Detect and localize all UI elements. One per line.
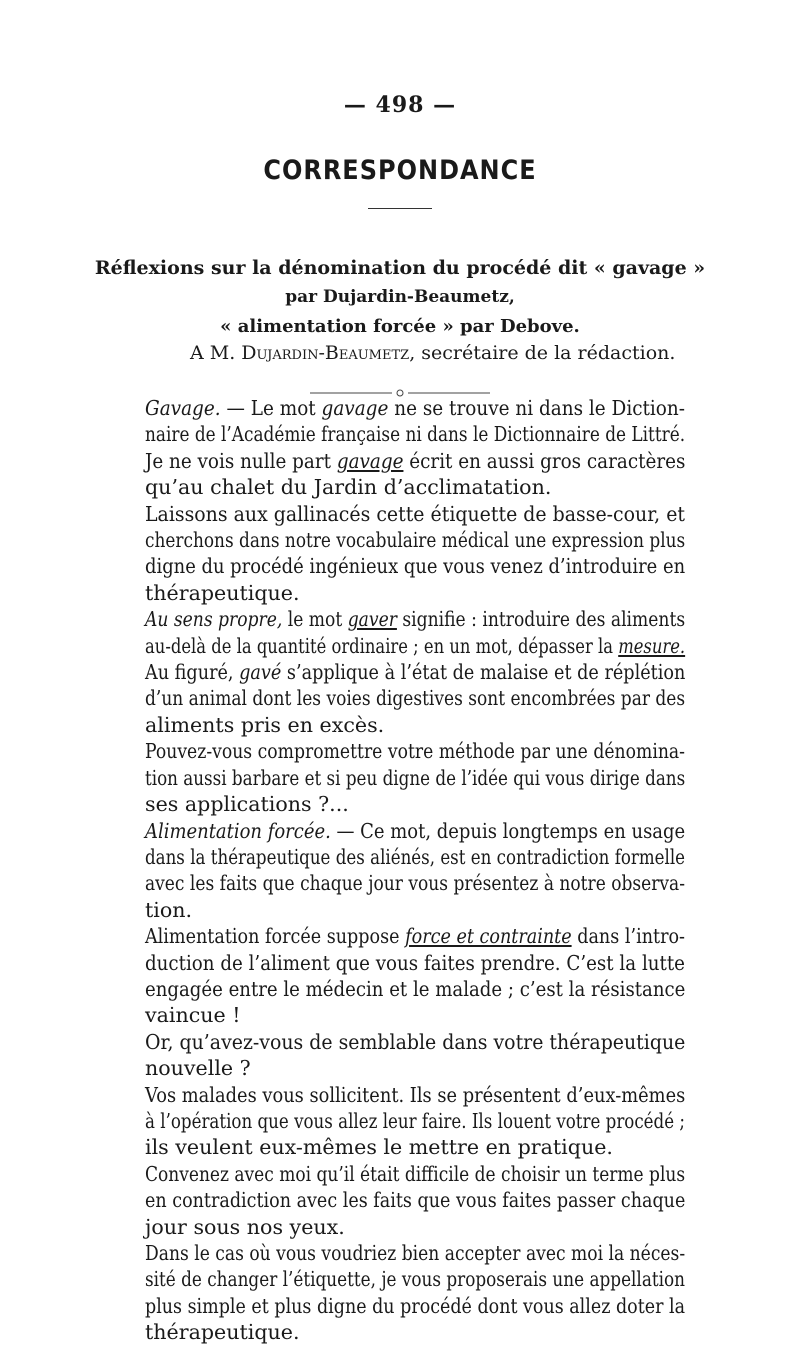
text-line: [145, 1240, 685, 1266]
text-run: — Le mot: [220, 396, 322, 420]
text-run: qu’au chalet du Jardin d’acclimatation.: [145, 475, 552, 500]
text-line: [145, 950, 685, 976]
text-run: — Ce mot, depuis longtemps en usage: [330, 818, 686, 843]
text-run: cherchons dans notre vocabulaire médical une expression plus: [145, 528, 686, 553]
text-line: [145, 818, 685, 844]
text-line: [145, 448, 685, 474]
paragraph: [145, 738, 685, 817]
text-line: [145, 421, 685, 447]
title-line-1: Réflexions sur la dénomination du procédé dit « gavage »: [94, 257, 706, 279]
text-line: [145, 606, 685, 632]
text-run: Au sens propre,: [145, 607, 283, 632]
text-run: naire de l’Académie française ni dans le Dictionnaire de Littré.: [145, 422, 686, 447]
text-run: gavage: [321, 396, 389, 420]
article-title: [0, 254, 800, 341]
text-run: Vos malades vous sollicitent. Ils se présentent d’eux-mêmes: [145, 1082, 686, 1107]
text-line: [145, 791, 685, 817]
text-run: avec les faits que chaque jour vous présentez à notre observa-: [145, 871, 685, 896]
text-run: force et contrainte: [405, 924, 572, 949]
text-run: engagée entre le médecin et le malade ; c’est la résistance: [145, 976, 686, 1001]
text-run: gavé: [239, 660, 282, 685]
text-line: [145, 1134, 685, 1160]
text-line: [145, 1002, 685, 1028]
text-run: aliments pris en excès.: [145, 712, 385, 737]
text-run: ils veulent eux-mêmes le mettre en pratique.: [145, 1135, 613, 1160]
text-run: ses applications ?...: [145, 792, 349, 817]
title-line-2: par Dujardin-Beaumetz,: [285, 287, 515, 307]
text-line: [145, 1319, 685, 1345]
paragraph: [145, 923, 685, 1029]
text-line: [145, 1161, 685, 1187]
text-line: [145, 1293, 685, 1319]
text-run: dans la thérapeutique des aliénés, est en contradiction formelle: [145, 844, 686, 869]
text-line: [145, 738, 685, 764]
text-run: jour sous nos yeux.: [145, 1214, 345, 1239]
text-line: [145, 1266, 685, 1292]
text-line: [145, 897, 685, 923]
paragraph: [145, 501, 685, 607]
text-run: Dans le cas où vous voudriez bien accepter avec moi la néces-: [145, 1241, 686, 1265]
text-line: [145, 923, 685, 949]
text-run: sité de changer l’étiquette, je vous proposerais une appellation: [145, 1267, 686, 1292]
text-run: plus simple et plus digne du procédé dont vous allez doter la: [145, 1293, 686, 1318]
text-run: vaincue !: [145, 1003, 241, 1028]
paragraph: [145, 606, 685, 738]
text-line: [145, 1082, 685, 1108]
text-line: [145, 685, 685, 711]
text-run: mesure.: [618, 633, 686, 658]
text-run: en contradiction avec les faits que vous faites passer chaque: [145, 1188, 686, 1213]
text-run: thérapeutique.: [145, 580, 300, 605]
text-run: gavage: [336, 448, 404, 473]
text-run: digne du procédé ingénieux que vous venez d’introduire en: [145, 554, 686, 579]
text-run: Au figuré,: [145, 660, 240, 685]
title-line-3: « alimentation forcée » par Debove.: [220, 316, 580, 337]
text-line: [145, 1214, 685, 1240]
text-line: [145, 527, 685, 553]
text-run: tion aussi barbare et si peu digne de l’idée qui vous dirige dans: [145, 765, 686, 790]
text-line: [145, 1055, 685, 1081]
section-heading: CORRESPONDANCE: [263, 154, 537, 186]
text-run: nouvelle ?: [145, 1056, 251, 1081]
text-line: [145, 712, 685, 738]
text-run: Alimentation forcée.: [145, 818, 331, 843]
text-line: [145, 1029, 685, 1055]
paragraph: [145, 395, 685, 448]
text-run: Or, qu’avez-vous de semblable dans votre thérapeutique: [145, 1029, 686, 1054]
address-prefix: A M.: [190, 342, 242, 364]
text-line: [145, 844, 685, 870]
text-run: tion.: [145, 897, 193, 922]
text-line: [145, 765, 685, 791]
text-run: gaver: [347, 607, 397, 632]
text-run: Gavage.: [145, 396, 221, 420]
text-run: Pouvez-vous compromettre votre méthode par une dénomina-: [145, 739, 685, 764]
text-line: [145, 1187, 685, 1213]
paragraph: [145, 1240, 685, 1346]
page-number: — 498 —: [343, 92, 457, 118]
text-run: s’applique à l’état de malaise et de réplétion: [281, 660, 686, 685]
text-line: [145, 474, 685, 500]
text-line: [145, 633, 685, 659]
text-line: [145, 501, 685, 527]
text-run: le mot: [282, 607, 348, 632]
address-name: Dujardin-Beaumetz: [241, 342, 410, 364]
text-run: thérapeutique.: [145, 1320, 300, 1345]
text-line: [145, 1108, 685, 1134]
paragraph: [145, 448, 685, 501]
address-line: [190, 342, 710, 364]
text-line: [145, 659, 685, 685]
text-run: écrit en aussi gros caractères: [403, 448, 686, 473]
text-run: signifie : introduire des aliments: [396, 607, 686, 632]
text-line: [145, 395, 685, 421]
text-line: [145, 870, 685, 896]
text-run: duction de l’aliment que vous faites prendre. C’est la lutte: [145, 950, 685, 975]
text-run: Laissons aux gallinacés cette étiquette de basse-cour, et: [145, 501, 686, 526]
address-suffix: , secrétaire de la rédaction.: [409, 342, 676, 364]
paragraph: [145, 1029, 685, 1082]
text-line: [145, 580, 685, 606]
heading-rule: [368, 208, 432, 209]
text-line: [145, 976, 685, 1002]
text-run: Alimentation forcée suppose: [145, 924, 406, 949]
text-run: d’un animal dont les voies digestives sont encombrées par des: [145, 686, 686, 711]
text-run: au-delà de la quantité ordinaire ; en un mot, dépasser la: [145, 633, 619, 658]
letter-body: [145, 395, 685, 1346]
text-run: dans l’intro-: [571, 924, 685, 949]
paragraph: [145, 1161, 685, 1240]
text-run: ne se trouve ni dans le Diction-: [388, 396, 685, 420]
paragraph: [145, 1082, 685, 1161]
text-run: Je ne vois nulle part: [145, 448, 337, 473]
text-run: Convenez avec moi qu’il était difficile de choisir un terme plus: [145, 1161, 686, 1186]
paragraph: [145, 818, 685, 924]
text-run: à l’opération que vous allez leur faire. Ils louent votre procédé ;: [145, 1108, 686, 1133]
text-line: [145, 553, 685, 579]
